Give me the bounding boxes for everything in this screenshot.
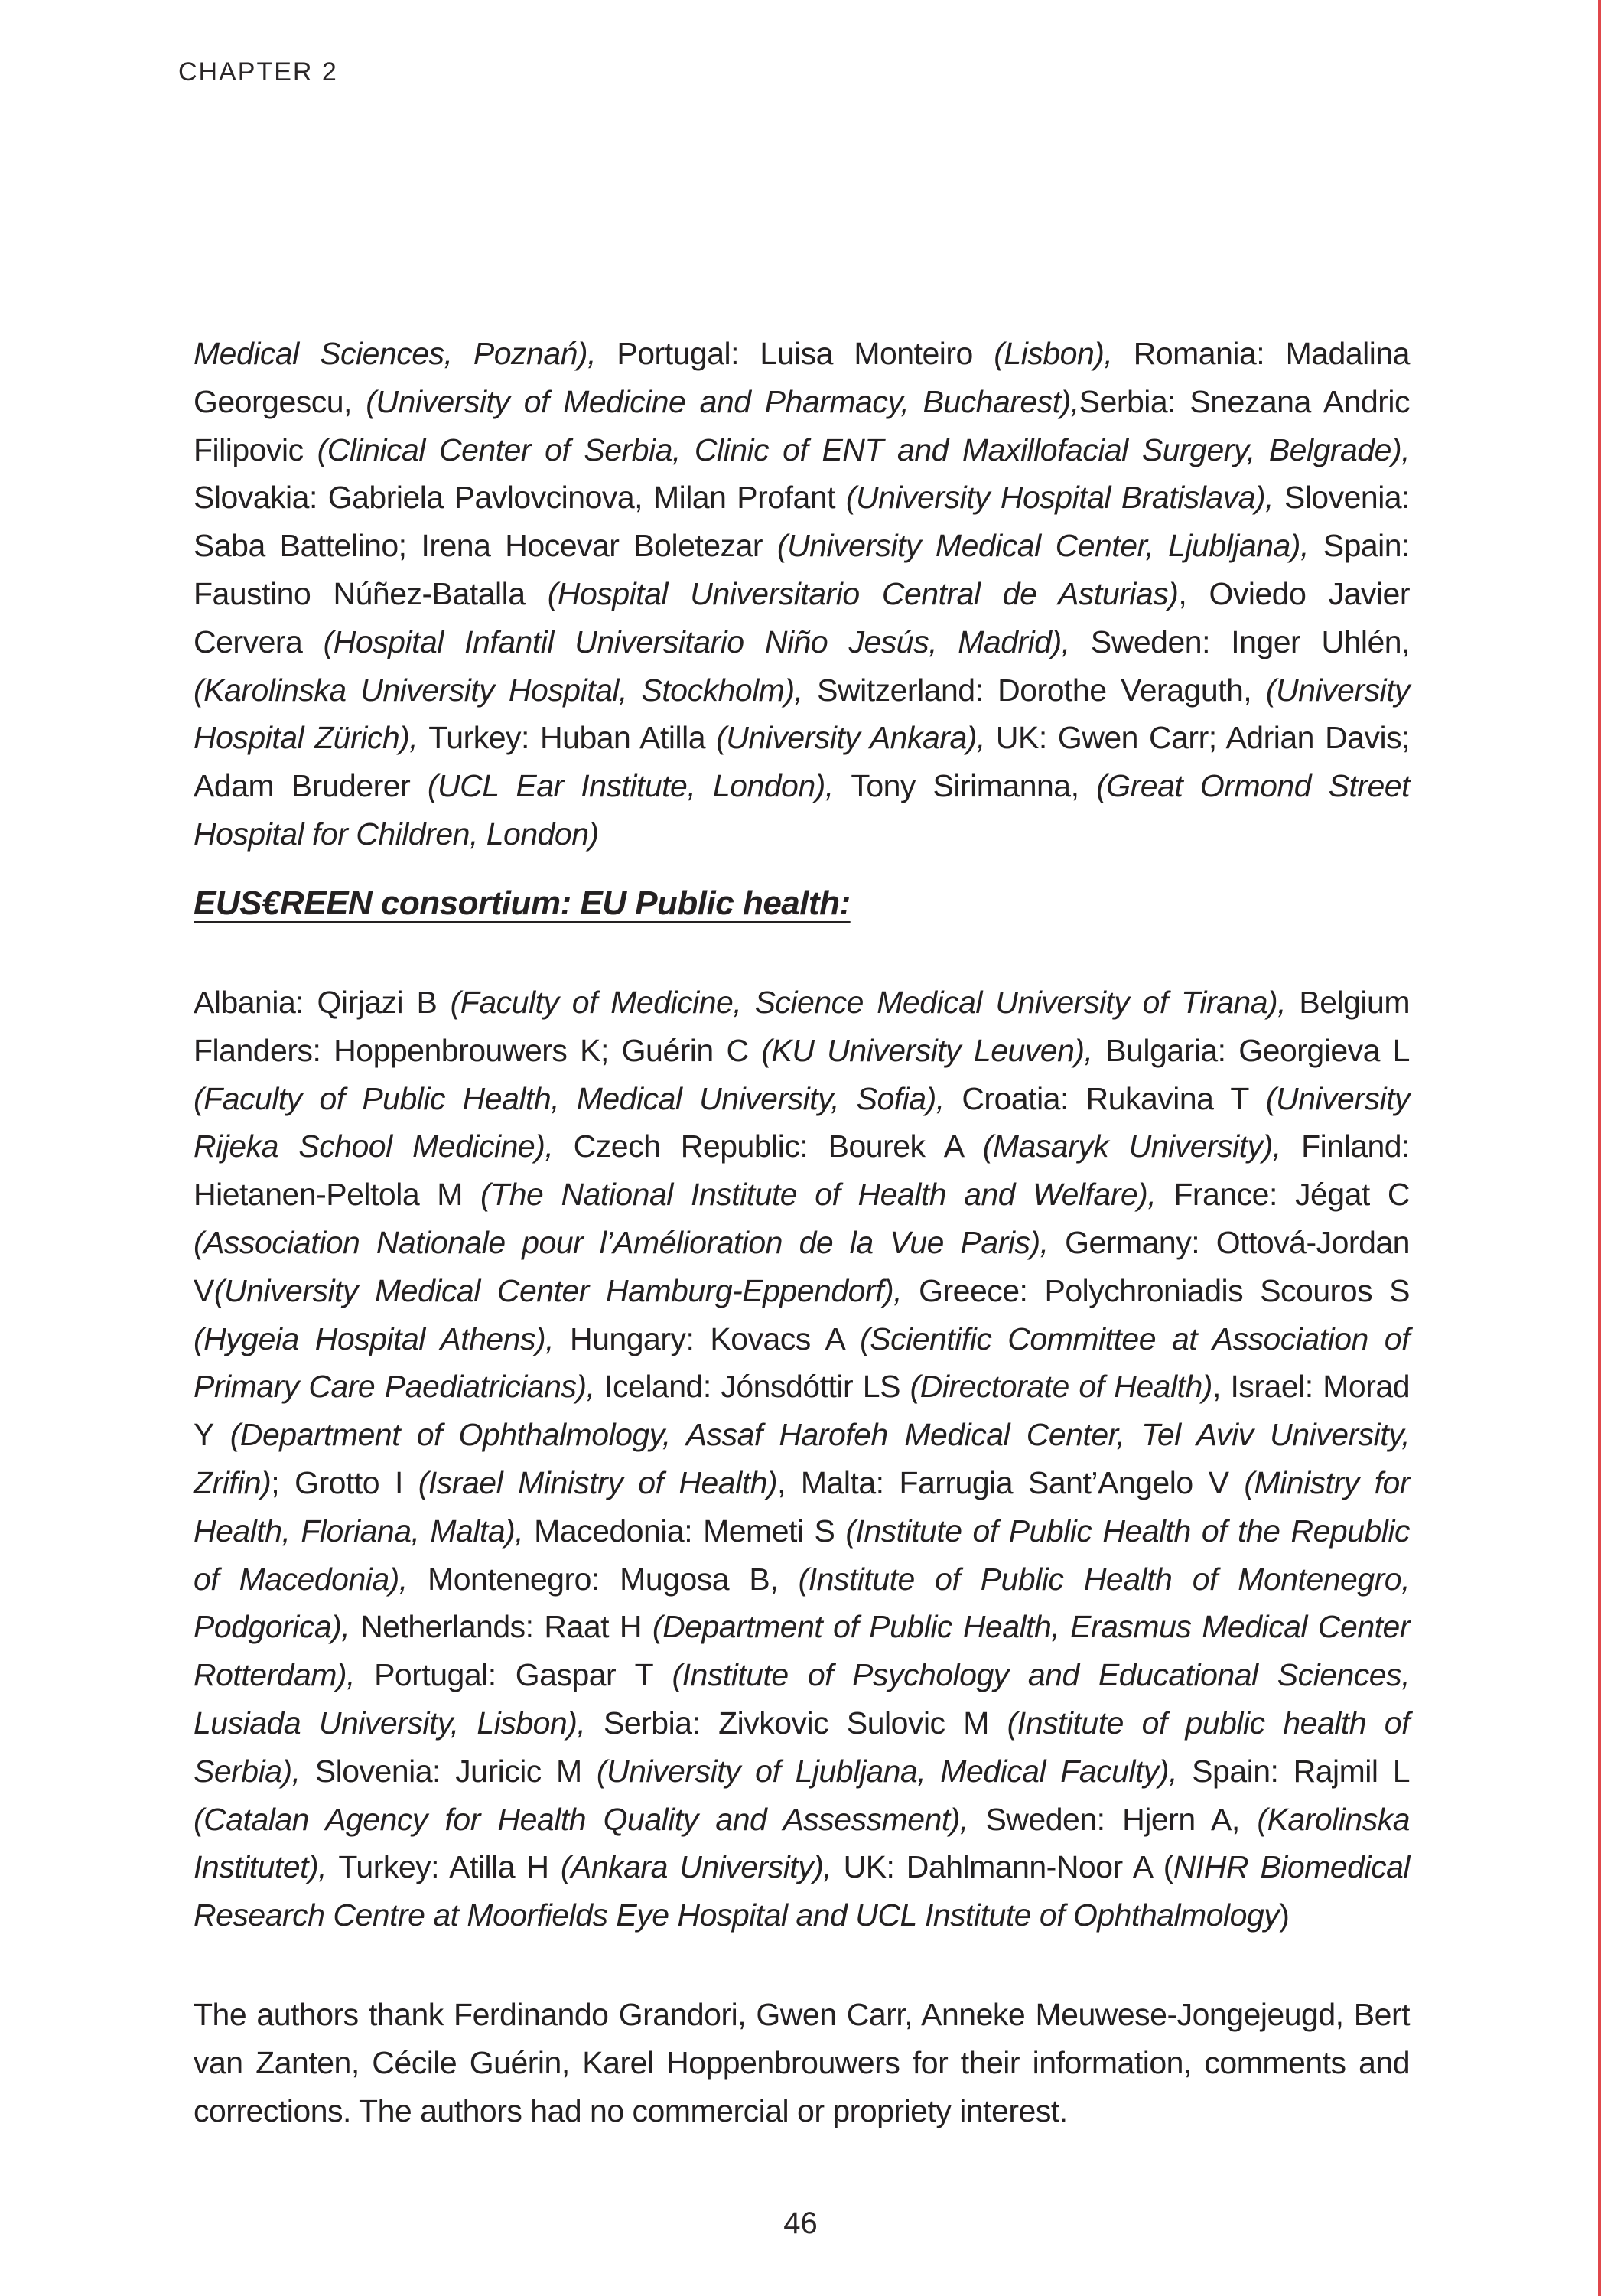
- italic-text-run: (Lisbon),: [994, 336, 1134, 371]
- thanks-paragraph: The authors thank Ferdinando Grandori, Gwen Carr, Anneke Meuwese-Jongejeugd, Bert van Zanten, Cécile Guérin, Karel Hoppenbrouwers for their information, comments and corrections. The authors had no commercial or propriety interest.: [194, 1997, 1410, 2128]
- consortium-members-paragraph: [194, 979, 1410, 1939]
- italic-text-run: (Hospital Universitario Central de Asturias): [547, 575, 1179, 611]
- italic-text-run: (The National Institute of Health and Welfare),: [480, 1177, 1174, 1213]
- text-run: Greece: Polychroniadis Scouros S: [919, 1272, 1410, 1308]
- text-run: Albania: Qirjazi B: [194, 985, 451, 1020]
- italic-text-run: (Karolinska University Hospital, Stockholm),: [194, 672, 818, 708]
- text-run: Serbia: Zivkovic Sulovic M: [603, 1705, 1007, 1741]
- italic-text-run: (Masaryk University),: [982, 1128, 1302, 1164]
- italic-text-run: (Catalan Agency for Health Quality and Assessment),: [194, 1801, 986, 1837]
- text-run: Belgium Flanders: Hoppenbrouwers K; Guérin C: [194, 985, 1410, 1068]
- text-run: Slovakia: Gabriela Pavlovcinova, Milan Profant: [194, 480, 846, 516]
- text-run: Slovenia: Juricic M: [314, 1753, 597, 1789]
- text-run: , Malta: Farrugia Sant’Angelo V: [777, 1464, 1245, 1500]
- italic-text-run: (University Hospital Zürich),: [194, 672, 1411, 756]
- text-run: , Oviedo Javier Cervera: [194, 575, 1410, 659]
- italic-text-run: (University Medical Center Hamburg-Eppendorf),: [213, 1272, 919, 1308]
- italic-text-run: (Department of Public Health, Erasmus Medical Center Rotterdam),: [194, 1609, 1410, 1693]
- text-run: Finland: Hietanen-Peltola M: [194, 1128, 1410, 1213]
- italic-text-run: (Institute of Public Health of Montenegro, Podgorica),: [194, 1561, 1410, 1645]
- text-run: Iceland: Jónsdóttir LS: [604, 1369, 910, 1405]
- italic-text-run: (Association Nationale pour l’Amélioration de la Vue Paris),: [194, 1224, 1066, 1260]
- text-run: UK: Gwen Carr; Adrian Davis; Adam Bruderer: [194, 720, 1410, 804]
- page-edge-accent-bar: [1598, 0, 1601, 2296]
- text-run: Croatia: Rukavina T: [962, 1080, 1266, 1116]
- italic-text-run: (Department of Ophthalmology, Assaf Harofeh Medical Center, Tel Aviv University, Zrifin): [194, 1417, 1411, 1500]
- italic-text-run: NIHR Biomedical Research Centre at Moorfields Eye Hospital and UCL Institute of Ophthalmology: [194, 1849, 1410, 1933]
- text-run: ): [1279, 1897, 1290, 1933]
- italic-text-run: (Directorate of Health): [910, 1369, 1212, 1405]
- italic-text-run: (Clinical Center of Serbia, Clinic of ENT and Maxillofacial Surgery, Belgrade),: [317, 432, 1410, 467]
- text-run: Tony Sirimanna,: [851, 768, 1097, 804]
- text-run: Bulgaria: Georgieva L: [1105, 1032, 1410, 1068]
- italic-text-run: (Hospital Infantil Universitario Niño Jesús, Madrid),: [323, 624, 1091, 659]
- italic-text-run: (Ankara University),: [560, 1849, 844, 1885]
- text-run: Spain: Rajmil L: [1192, 1753, 1411, 1789]
- italic-text-run: (Israel Ministry of Health): [418, 1464, 778, 1500]
- italic-text-run: (University Medical Center, Ljubljana),: [776, 528, 1323, 564]
- italic-text-run: (Faculty of Medicine, Science Medical University of Tirana),: [450, 985, 1300, 1020]
- italic-text-run: (Ministry for Health, Floriana, Malta),: [194, 1464, 1411, 1549]
- consortium-heading: [194, 881, 851, 926]
- text-run: Hungary: Kovacs A: [570, 1321, 861, 1356]
- italic-text-run: (University of Ljubljana, Medical Faculty),: [596, 1753, 1193, 1789]
- text-run: Germany: Ottová-Jordan V: [194, 1224, 1410, 1308]
- italic-text-run: (Institute of public health of Serbia),: [194, 1705, 1410, 1789]
- page-number: 46: [783, 2206, 818, 2240]
- text-run: Netherlands: Raat H: [360, 1609, 652, 1645]
- text-run: Turkey: Atilla H: [338, 1849, 561, 1885]
- italic-text-run: (Institute of Psychology and Educational Sciences, Lusiada University, Lisbon),: [194, 1657, 1411, 1741]
- text-run: Sweden: Inger Uhlén,: [1090, 624, 1410, 659]
- text-run: Turkey: Huban Atilla: [428, 720, 717, 756]
- italic-text-run: (University Rijeka School Medicine),: [194, 1080, 1410, 1164]
- text-run: ; Grotto I: [271, 1464, 418, 1500]
- text-run: Switzerland: Dorothe Veraguth,: [817, 672, 1266, 708]
- italic-text-run: (University Ankara),: [716, 720, 996, 756]
- text-run: France: Jégat C: [1173, 1177, 1410, 1213]
- text-run: Macedonia: Memeti S: [534, 1513, 846, 1549]
- text-run: Montenegro: Mugosa B,: [428, 1561, 799, 1597]
- text-run: , Israel: Morad Y: [194, 1369, 1410, 1453]
- text-run: Czech Republic: Bourek A: [573, 1128, 983, 1164]
- italic-text-run: (Institute of Public Health of the Republic of Macedonia),: [194, 1513, 1410, 1597]
- italic-text-run: (KU University Leuven),: [761, 1032, 1106, 1068]
- text-run: Serbia: Snezana Andric Filipovic: [194, 383, 1411, 467]
- text-run: Romania: Madalina Georgescu,: [194, 336, 1410, 419]
- italic-text-run: (UCL Ear Institute, London),: [427, 768, 851, 804]
- italic-text-run: Medical Sciences, Poznań),: [194, 336, 617, 371]
- chapter-header: CHAPTER 2: [178, 57, 338, 86]
- text-run: UK: Dahlmann-Noor A (: [843, 1849, 1173, 1885]
- italic-text-run: (Great Ormond Street Hospital for Children, London): [194, 768, 1411, 852]
- italic-text-run: (Faculty of Public Health, Medical University, Sofia),: [194, 1080, 962, 1116]
- text-run: Portugal: Luisa Monteiro: [617, 336, 994, 371]
- italic-text-run: (Karolinska Institutet),: [194, 1801, 1411, 1885]
- italic-text-run: (Scientific Committee at Association of Primary Care Paediatricians),: [194, 1321, 1410, 1405]
- italic-text-run: (University of Medicine and Pharmacy, Bucharest),: [366, 383, 1079, 419]
- italic-text-run: (University Hospital Bratislava),: [845, 480, 1284, 516]
- acknowledgment-paragraph-continued: [194, 330, 1410, 858]
- text-run: Spain: Faustino Núñez-Batalla: [194, 528, 1410, 611]
- text-run: Portugal: Gaspar T: [374, 1657, 672, 1693]
- text-run: Slovenia: Saba Battelino; Irena Hocevar Boletezar: [194, 480, 1410, 564]
- italic-text-run: (Hygeia Hospital Athens),: [194, 1321, 571, 1356]
- text-run: Sweden: Hjern A,: [985, 1801, 1258, 1837]
- consortium-heading-text: EUS€REEN consortium: EU Public health:: [194, 884, 851, 922]
